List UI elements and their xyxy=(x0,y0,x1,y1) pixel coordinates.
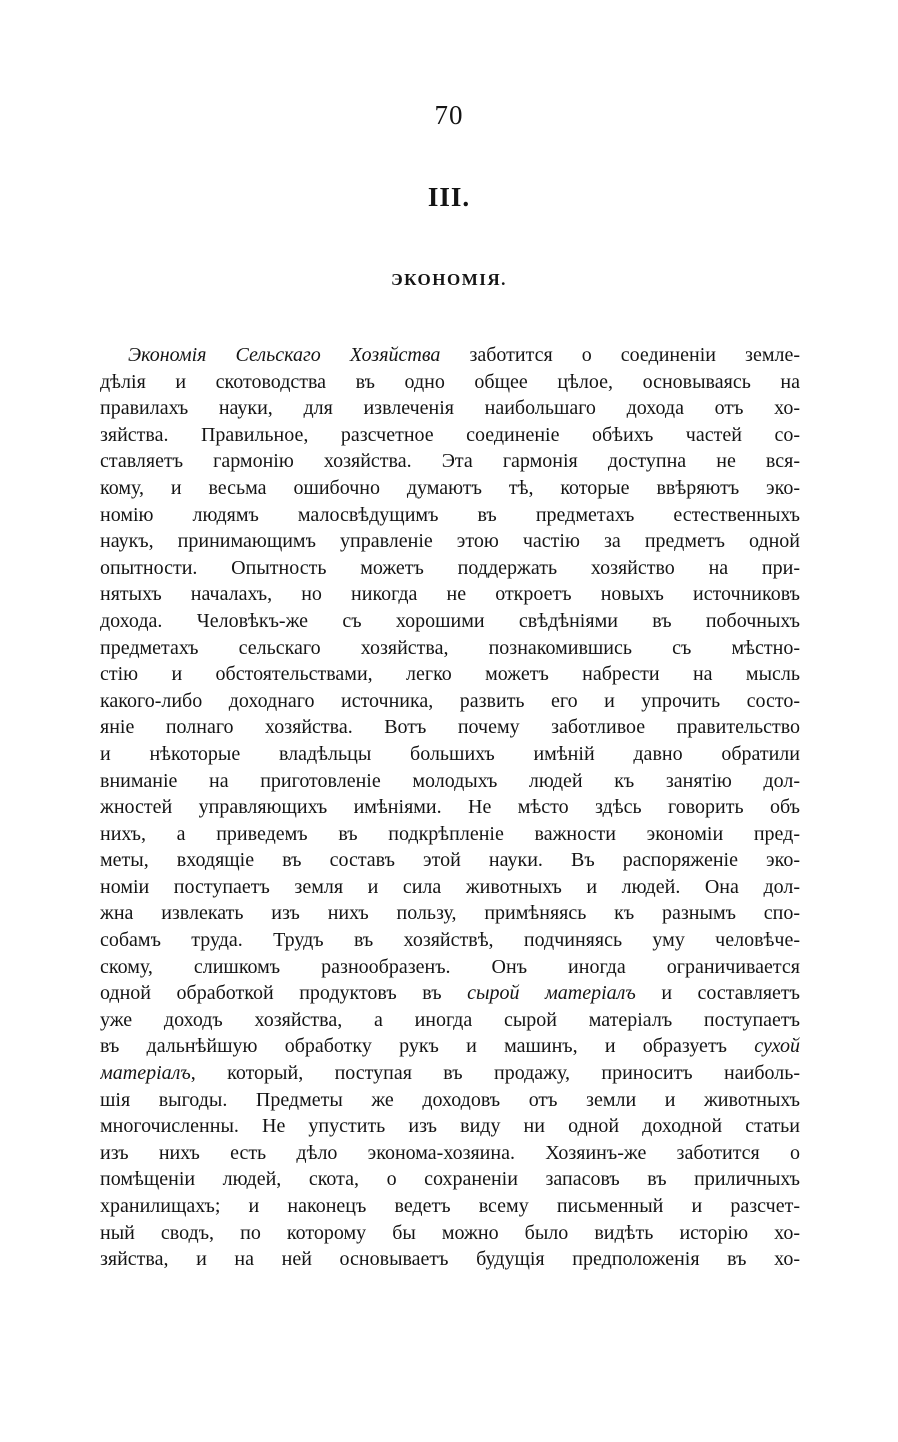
text-line xyxy=(100,369,800,396)
text-line-content xyxy=(100,1222,800,1244)
text-line xyxy=(100,1007,800,1034)
text-line-content xyxy=(100,690,800,712)
text-line-content xyxy=(100,1248,800,1270)
text-line xyxy=(100,1113,800,1140)
text-line xyxy=(100,1220,800,1247)
text-line xyxy=(100,448,800,475)
text-line-content xyxy=(100,1115,800,1137)
text-run: опытности. Опытность можетъ поддержать хозяйство на при- xyxy=(100,556,800,579)
text-line xyxy=(100,927,800,954)
text-run: изъ нихъ есть дѣло эконома-хозяина. Хозяинъ-же заботится о xyxy=(100,1141,800,1164)
text-run: зяйства. Правильное, разсчетное соединеніе обѣихъ частей со- xyxy=(100,423,800,446)
text-line-content xyxy=(128,344,800,366)
text-line xyxy=(100,688,800,715)
text-line-content xyxy=(100,743,800,765)
text-line-content xyxy=(100,637,800,659)
text-line-content xyxy=(100,371,800,393)
text-line xyxy=(100,714,800,741)
text-line-content xyxy=(100,982,800,1004)
text-line xyxy=(100,741,800,768)
text-run: ставляетъ гармонію хозяйства. Эта гармонія доступна не вся- xyxy=(100,450,800,473)
text-run: хранилищахъ; и наконецъ ведетъ всему письменный и разсчет- xyxy=(100,1195,800,1217)
text-run: яніе полнаго хозяйства. Вотъ почему заботливое правительство xyxy=(100,716,800,739)
text-line xyxy=(100,1140,800,1167)
text-line xyxy=(100,555,800,582)
text-run: правилахъ науки, для извлеченія наибольшаго дохода отъ хо- xyxy=(100,397,800,420)
text-run: нихъ, а приведемъ въ подкрѣпленіе важности экономіи пред- xyxy=(100,822,800,845)
text-line xyxy=(100,1060,800,1087)
text-line xyxy=(100,900,800,927)
text-run: стію и обстоятельствами, легко можетъ набрести на мысль xyxy=(100,663,800,686)
text-run: номіи поступаетъ земля и сила животныхъ и людей. Она дол- xyxy=(100,875,800,898)
text-line xyxy=(100,502,800,529)
text-run: жностей управляющихъ имѣніями. Не мѣсто здѣсь говорить объ xyxy=(100,796,800,819)
text-line-content xyxy=(100,663,800,685)
text-run: наукъ, принимающимъ управленіе этою частію за предметъ одной xyxy=(100,530,800,553)
text-run: дохода. Человѣкъ-же съ хорошими свѣдѣніями въ побочныхъ xyxy=(100,609,800,632)
text-run: многочисленны. Не упустить изъ виду ни одной доходной статьи xyxy=(100,1115,800,1138)
text-run: шія выгоды. Предметы же доходовъ отъ земли и животныхъ xyxy=(100,1088,800,1111)
text-line-content xyxy=(100,823,800,845)
text-line xyxy=(100,608,800,635)
text-line xyxy=(100,1193,800,1220)
text-line-content xyxy=(100,397,800,419)
page-number: 70 xyxy=(434,100,464,130)
text-line xyxy=(100,980,800,1007)
text-line xyxy=(100,1087,800,1114)
text-run: въ дальнѣйшую обработку рукъ и машинъ, и образуетъ xyxy=(100,1035,755,1058)
text-line-content xyxy=(100,902,800,924)
text-line-content xyxy=(100,610,800,632)
text-line xyxy=(100,847,800,874)
text-line-content xyxy=(100,1142,800,1164)
text-run: и нѣкоторые владѣльцы большихъ имѣній давно обратили xyxy=(100,742,800,765)
text-run: кому, и весьма ошибочно думаютъ тѣ, которые ввѣряютъ эко- xyxy=(100,476,800,499)
text-line xyxy=(100,1166,800,1193)
text-line-content xyxy=(100,1089,800,1111)
text-line-content xyxy=(100,424,800,446)
text-run: зяйства, и на ней основываетъ будущія предположенія въ хо- xyxy=(100,1248,800,1271)
text-line-content xyxy=(100,477,800,499)
section-title: ЭКОНОМІЯ. xyxy=(391,270,507,289)
text-line-content xyxy=(100,1168,800,1190)
italic-text: сухой xyxy=(754,1035,800,1058)
text-line-content xyxy=(100,956,800,978)
text-run: собамъ труда. Трудъ въ хозяйствѣ, подчиняясь уму человѣче- xyxy=(100,929,800,952)
italic-text: сырой матеріалъ xyxy=(467,982,636,1005)
text-line xyxy=(100,475,800,502)
text-line-content xyxy=(100,849,800,871)
text-line xyxy=(100,342,800,369)
text-line-content xyxy=(100,876,800,898)
text-line xyxy=(100,954,800,981)
text-run: жна извлекать изъ нихъ пользу, примѣняясь къ разнымъ спо- xyxy=(100,902,800,925)
text-run: дѣлія и скотоводства въ одно общее цѣлое, основываясь на xyxy=(100,370,800,393)
text-line-content xyxy=(100,929,800,951)
section-number: III. xyxy=(427,182,471,212)
text-run: , который, поступая въ продажу, приноситъ наиболь- xyxy=(190,1062,800,1085)
text-line xyxy=(100,581,800,608)
text-line-content xyxy=(100,716,800,738)
text-run: одной обработкой продуктовъ въ xyxy=(100,982,468,1005)
text-line-content xyxy=(100,530,800,552)
text-line xyxy=(100,422,800,449)
text-run: уже доходъ хозяйства, а иногда сырой матеріалъ поступаетъ xyxy=(100,1008,800,1031)
text-run: заботится о соединеніи земле- xyxy=(440,344,800,366)
text-line xyxy=(100,395,800,422)
text-line xyxy=(100,635,800,662)
italic-text: Экономія Сельскаго Хозяйства xyxy=(128,344,441,366)
text-run: ный сводъ, по которому бы можно было видѣть исторію хо- xyxy=(100,1221,800,1244)
body-paragraph xyxy=(100,342,800,1273)
text-run: вниманіе на приготовленіе молодыхъ людей къ занятію дол- xyxy=(100,769,800,792)
text-line xyxy=(100,1246,800,1273)
italic-text: матеріалъ xyxy=(100,1062,191,1085)
text-line-content xyxy=(100,504,800,526)
text-line-content xyxy=(100,1195,800,1217)
text-line xyxy=(100,1033,800,1060)
text-run: предметахъ сельскаго хозяйства, познакомившись съ мѣстно- xyxy=(100,636,800,659)
text-run: какого-либо доходнаго источника, развить его и упрочить состо- xyxy=(100,689,800,712)
text-line-content xyxy=(100,770,800,792)
text-run: нятыхъ началахъ, но никогда не откроетъ новыхъ источниковъ xyxy=(100,583,800,606)
text-line xyxy=(100,874,800,901)
text-run: и составляетъ xyxy=(635,982,800,1005)
text-line-content xyxy=(100,796,800,818)
text-run: помѣщеніи людей, скота, о сохраненіи запасовъ въ приличныхъ xyxy=(100,1168,800,1191)
text-line-content xyxy=(100,1035,800,1057)
text-line xyxy=(100,794,800,821)
text-line-content xyxy=(100,1062,800,1084)
text-line xyxy=(100,768,800,795)
text-line-content xyxy=(100,450,800,472)
text-line xyxy=(100,661,800,688)
text-line xyxy=(100,528,800,555)
text-run: скому, слишкомъ разнообразенъ. Онъ иногда ограничивается xyxy=(100,955,800,978)
text-line-content xyxy=(100,1009,800,1031)
text-line-content xyxy=(100,583,800,605)
text-line xyxy=(100,821,800,848)
text-run: номію людямъ малосвѣдущимъ въ предметахъ естественныхъ xyxy=(100,503,800,526)
text-line-content xyxy=(100,557,800,579)
text-run: меты, входящіе въ составъ этой науки. Въ распоряженіе эко- xyxy=(100,849,800,872)
